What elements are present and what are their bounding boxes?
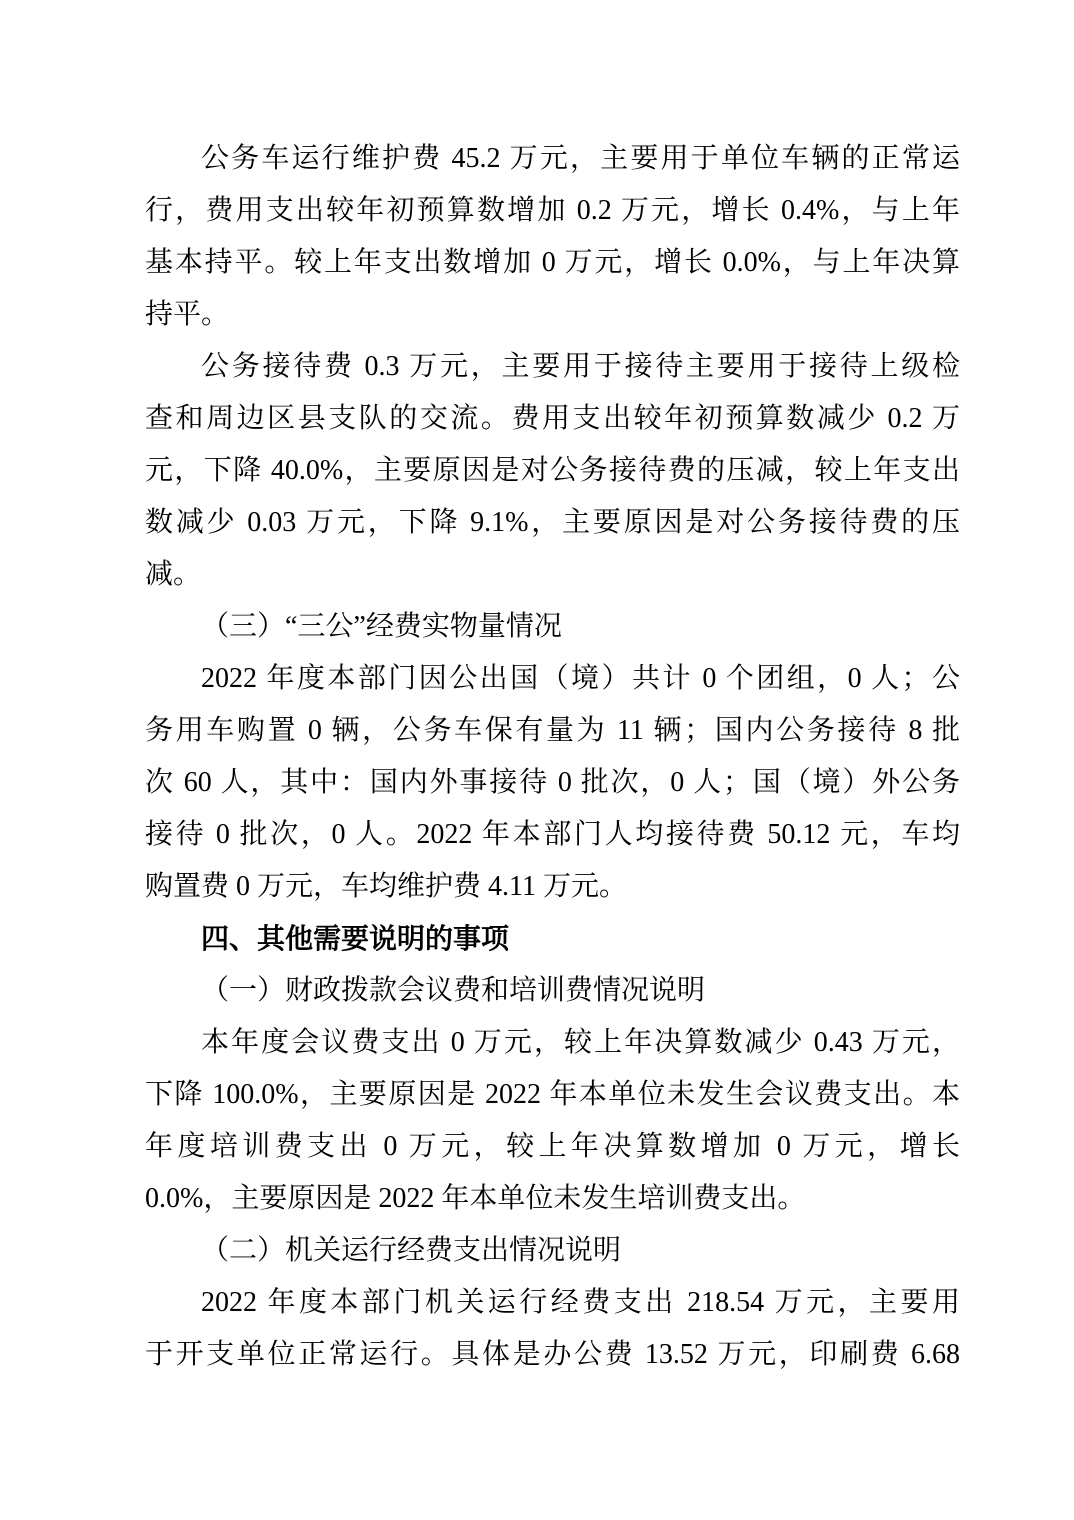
text-line: 购置费 0 万元，车均维护费 4.11 万元。 xyxy=(145,871,627,902)
text-line: 减。 xyxy=(145,559,202,590)
text-line: 接待 0 批次，0 人。2022 年本部门人均接待费 50.12 元，车均 xyxy=(145,819,960,850)
para-meeting-training-fee xyxy=(145,1017,960,1225)
text-line: 查和周边区县支队的交流。费用支出较年初预算数减少 0.2 万 xyxy=(145,403,960,434)
text-line: 公务车运行维护费 45.2 万元，主要用于单位车辆的正常运 xyxy=(201,143,960,174)
text-line: 于开支单位正常运行。具体是办公费 13.52 万元，印刷费 6.68 xyxy=(145,1339,960,1370)
text-line: 行，费用支出较年初预算数增加 0.2 万元，增长 0.4%，与上年 xyxy=(145,195,960,226)
text-line: 2022 年度本部门因公出国（境）共计 0 个团组，0 人；公 xyxy=(201,663,960,694)
text-line: 2022 年度本部门机关运行经费支出 218.54 万元，主要用 xyxy=(201,1287,960,1318)
para-official-reception xyxy=(145,341,960,601)
document-body xyxy=(145,133,960,1381)
text-line: 务用车购置 0 辆，公务车保有量为 11 辆；国内公务接待 8 批 xyxy=(145,715,960,746)
para-vehicle-maintenance xyxy=(145,133,960,341)
text-line: （一）财政拨款会议费和培训费情况说明 xyxy=(201,975,706,1006)
heading-operating-expense xyxy=(145,1225,960,1277)
text-line: 元，下降 40.0%，主要原因是对公务接待费的压减，较上年支出 xyxy=(145,455,960,486)
text-line: 公务接待费 0.3 万元，主要用于接待主要用于接待上级检 xyxy=(201,351,960,382)
para-operating-expense xyxy=(145,1277,960,1381)
text-line: 数减少 0.03 万元，下降 9.1%，主要原因是对公务接待费的压 xyxy=(145,507,960,538)
heading-three-public-physical-quantity xyxy=(145,601,960,653)
text-line: 本年度会议费支出 0 万元，较上年决算数减少 0.43 万元， xyxy=(201,1027,960,1058)
text-line: 持平。 xyxy=(145,299,230,330)
heading-meeting-training-fee xyxy=(145,965,960,1017)
text-line: 基本持平。较上年支出数增加 0 万元，增长 0.0%，与上年决算 xyxy=(145,247,960,278)
text-line: 0.0%，主要原因是 2022 年本单位未发生培训费支出。 xyxy=(145,1183,806,1214)
text-line: 年度培训费支出 0 万元，较上年决算数增加 0 万元，增长 xyxy=(145,1131,960,1162)
text-line: （三）“三公”经费实物量情况 xyxy=(201,611,562,642)
para-physical-quantity xyxy=(145,653,960,913)
text-line: 四、其他需要说明的事项 xyxy=(201,923,510,954)
text-line: 次 60 人，其中：国内外事接待 0 批次，0 人；国（境）外公务 xyxy=(145,767,960,798)
text-line: （二）机关运行经费支出情况说明 xyxy=(201,1235,622,1266)
text-line: 下降 100.0%，主要原因是 2022 年本单位未发生会议费支出。本 xyxy=(145,1079,960,1110)
heading-other-matters xyxy=(145,913,960,965)
